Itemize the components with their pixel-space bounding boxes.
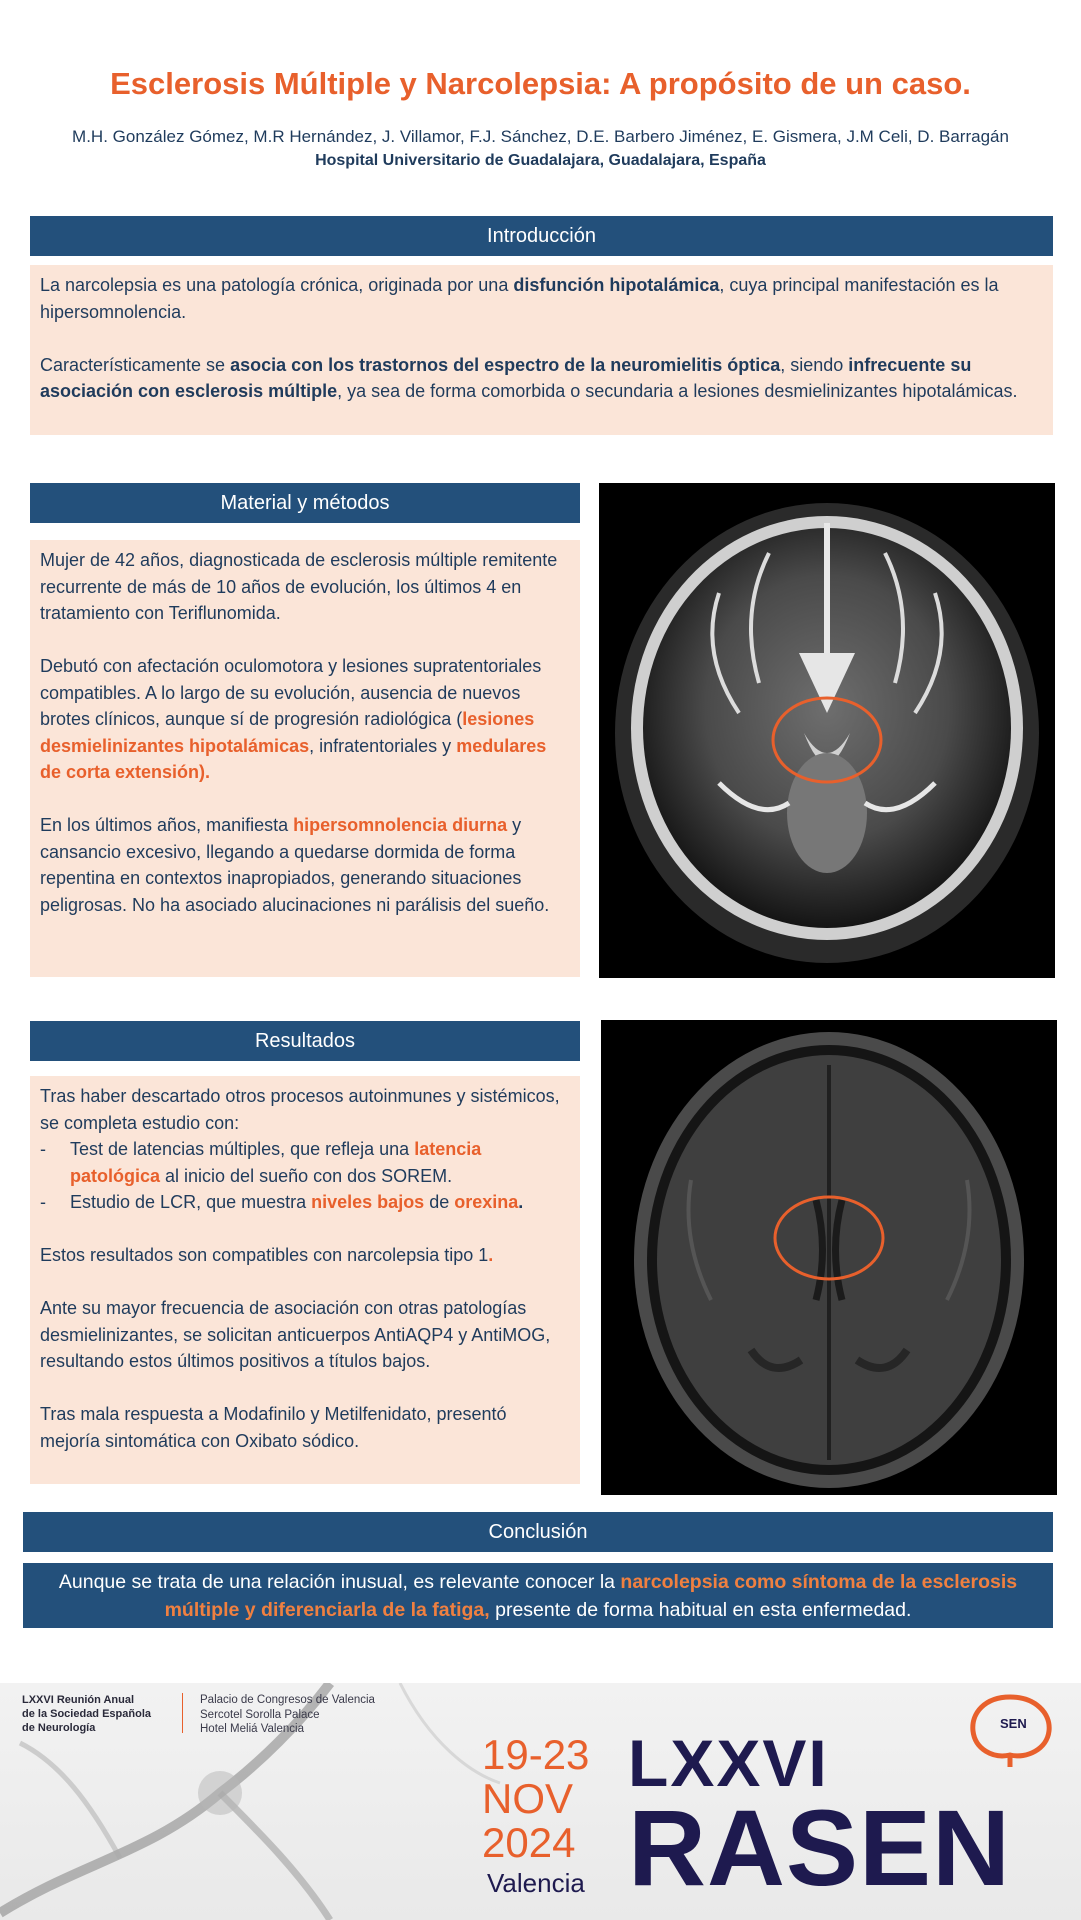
results-paragraph-2: Estos resultados son compatibles con narcolepsia tipo 1.	[40, 1245, 494, 1265]
meeting-dates: 19-23 NOV 2024	[482, 1731, 590, 1866]
meeting-venues: Palacio de Congresos de Valencia Sercotel Sorolla Palace Hotel Meliá Valencia	[200, 1694, 375, 1735]
methods-paragraph-2: Debutó con afectación oculomotora y lesiones supratentoriales compatibles. A lo largo de su evolución, ausencia de nuevos brotes clínicos, aunque sí de progresión radiológica (lesiones desmielinizantes hipotalámicas, infratentoriales y medulares de corta extensión).	[40, 656, 547, 782]
meeting-city: Valencia	[487, 1868, 585, 1898]
intro-paragraph-2: Característicamente se asocia con los trastornos del espectro de la neuromielitis óptica, siendo infrecuente su asociación con esclerosis múltiple, ya sea de forma comorbida o secundaria a lesiones desmielinizantes hipotalámicas.	[40, 354, 1018, 401]
poster-title: Esclerosis Múltiple y Narcolepsia: A propósito de un caso.	[110, 66, 971, 101]
methods-box	[30, 540, 580, 977]
methods-heading-bar	[30, 483, 580, 523]
results-heading-bar	[30, 1021, 580, 1061]
sen-logo-text: SEN	[1000, 1716, 1027, 1731]
conclusion-text: Aunque se trata de una relación inusual, es relevante conocer la narcolepsia como síntoma de la esclerosis múltiple y diferenciarla de la fatiga, presente de forma habitual en esta enfermedad.	[58, 1570, 1018, 1621]
results-heading: Resultados	[254, 1029, 356, 1052]
results-box	[30, 1076, 580, 1484]
results-paragraph-1: Tras haber descartado otros procesos autoinmunes y sistémicos, se completa estudio con:	[40, 1086, 560, 1133]
mri-coronal-image	[599, 483, 1055, 978]
methods-heading: Material y métodos	[220, 491, 390, 514]
intro-paragraph-1: La narcolepsia es una patología crónica, originada por una disfunción hipotalámica, cuya principal manifestación es la hipersomnolencia.	[40, 275, 999, 322]
methods-paragraph-1: Mujer de 42 años, diagnosticada de esclerosis múltiple remitente recurrente de más de 10 años de evolución, los últimos 4 en tratamiento con Teriflunomida.	[40, 550, 558, 623]
results-list-item-1: - Test de latencias múltiples, que refleja una latencia patológica al inicio del sueño con dos SOREM.	[40, 1139, 482, 1186]
results-paragraph-4: Tras mala respuesta a Modafinilo y Metilfenidato, presentó mejoría sintomática con Oxibato sódico.	[40, 1404, 507, 1451]
sen-brain-logo-icon	[965, 1691, 1055, 1771]
footer-separator	[182, 1693, 183, 1733]
hospital-affiliation: Hospital Universitario de Guadalajara, Guadalajara, España	[315, 152, 766, 169]
mri-axial-image	[601, 1020, 1057, 1495]
meeting-name: LXXVI Reunión Anual de la Sociedad Española de Neurología	[22, 1694, 151, 1734]
meeting-edition: LXXVI	[628, 1726, 829, 1800]
meeting-acronym: RASEN	[628, 1787, 1012, 1908]
results-list-item-2: - Estudio de LCR, que muestra niveles bajos de orexina.	[40, 1192, 524, 1212]
intro-heading-bar	[30, 216, 1053, 256]
intro-heading: Introducción	[487, 224, 596, 247]
intro-box	[30, 265, 1053, 435]
conclusion-heading: Conclusión	[488, 1520, 588, 1543]
footer-banner	[0, 1683, 1081, 1920]
results-paragraph-3: Ante su mayor frecuencia de asociación con otras patologías desmielinizantes, se solicitan anticuerpos AntiAQP4 y AntiMOG, resultando estos últimos positivos a títulos bajos.	[40, 1298, 551, 1371]
authors-line: M.H. González Gómez, M.R Hernández, J. Villamor, F.J. Sánchez, D.E. Barbero Jiménez, E. Gismera, J.M Celi, D. Barragán	[72, 127, 1009, 146]
conclusion-box	[23, 1563, 1053, 1628]
conclusion-heading-bar	[23, 1512, 1053, 1552]
methods-paragraph-3: En los últimos años, manifiesta hipersomnolencia diurna y cansancio excesivo, llegando a quedarse dormida de forma repentina en contextos inapropiados, generando situaciones peligrosas. No ha asociado alucinaciones ni parálisis del sueño.	[40, 815, 550, 915]
